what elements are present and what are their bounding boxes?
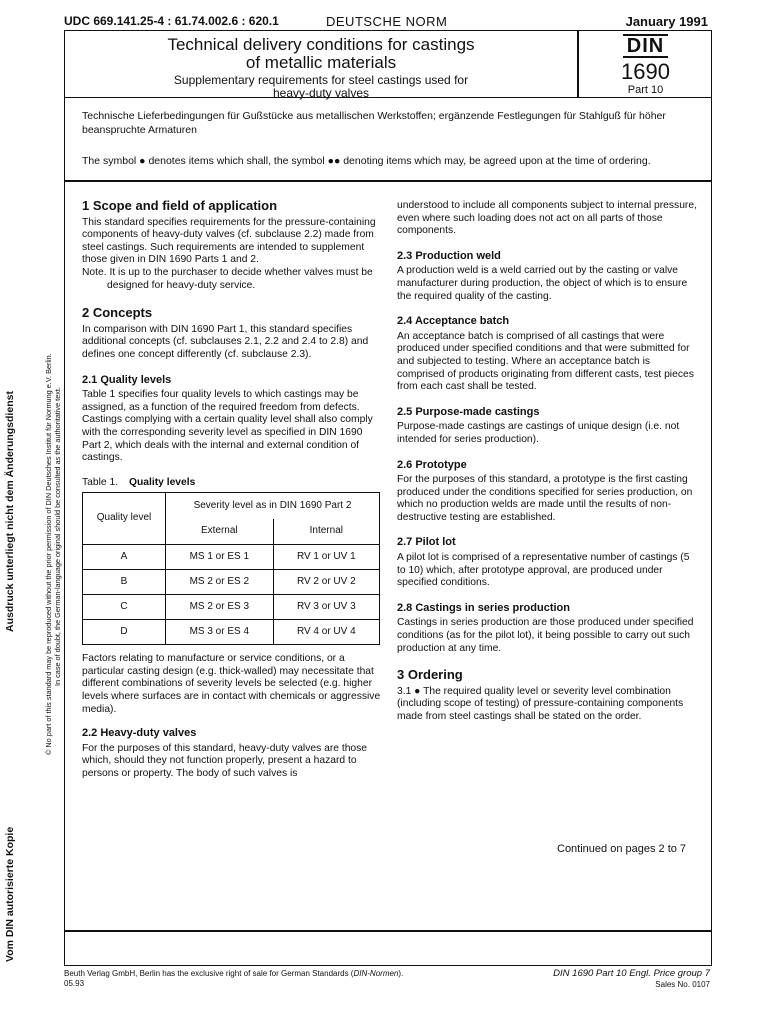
copyright-line-2: In case of doubt, the German-language original should be consulted as the authoritative text. xyxy=(53,387,62,686)
authorized-copy-note: Vom DIN autorisierte Kopie xyxy=(4,826,16,962)
german-title: Technische Lieferbedingungen für Gußstücke aus metallischen Werkstoffen; ergänzende Festlegungen für Stahlguß für höher beanspruchte Armaturen xyxy=(82,110,666,136)
section-2-5-heading: 2.5 Purpose-made castings xyxy=(397,405,540,418)
section-1-note: Note. It is up to the purchaser to decide whether valves must be designed for heavy-duty service. xyxy=(82,266,373,291)
section-3-heading: 3 Ordering xyxy=(397,667,463,683)
internal-cell: RV 4 or UV 4 xyxy=(273,620,379,645)
section-2-1-text: Table 1 specifies four quality levels to which castings may be assigned, as a function of the required freedom from defects. Castings complying with a certain quality level shall also comply with the corresponding severity level as specified in DIN 1690 Part 2, which deals with the internal and external condition of castings. xyxy=(82,389,373,464)
section-2-4-heading: 2.4 Acceptance batch xyxy=(397,315,510,328)
table-row xyxy=(83,620,380,645)
footer-sales: Sales No. 0107 xyxy=(655,980,710,989)
footer-divider xyxy=(64,930,712,932)
quality-level-cell: D xyxy=(83,620,166,645)
din-logo: DIN xyxy=(623,34,668,58)
external-cell: MS 2 or ES 3 xyxy=(166,595,274,620)
footer-code: 05.93 xyxy=(64,979,85,988)
table-row xyxy=(83,570,380,595)
external-cell: MS 1 or ES 1 xyxy=(166,545,274,570)
publisher-text: Beuth Verlag GmbH, Berlin has the exclusive right of sale for German Standards ( xyxy=(64,969,354,978)
title-main-line1: Technical delivery conditions for castings xyxy=(167,35,475,54)
section-2-8-text: Castings in series production are those produced under specified conditions (as for the pilot lot), it being possible to carry out such production at any time. xyxy=(397,617,694,654)
copyright-line-1: © No part of this standard may be reproduced without the prior permission of DIN Deutsches Institut für Normung e.V. Berlin. xyxy=(44,353,53,755)
title-sub-line2: heavy-duty valves xyxy=(272,86,370,100)
section-2-heading: 2 Concepts xyxy=(82,305,153,321)
title-sub-line1: Supplementary requirements for steel castings used for xyxy=(173,73,469,87)
table-row xyxy=(83,545,380,570)
after-table-text: Factors relating to manufacture or service conditions, or a particular casting design (e.g. thick-walled) may necessitate that different combinations of severity levels be selected (e.g. higher levels where surfaces are in contact with chemicals or aggressive media). xyxy=(82,653,381,715)
internal-cell: RV 1 or UV 1 xyxy=(273,545,379,570)
section-2-5-text: Purpose-made castings are castings of unique design (i.e. not intended for series production). xyxy=(397,421,680,445)
udc-code: UDC 669.141.25-4 : 61.74.002.6 : 620.1 xyxy=(64,14,279,28)
din-block xyxy=(579,30,712,98)
quality-level-cell: C xyxy=(83,595,166,620)
section-2-3-text: A production weld is a weld carried out by the casting or valve manufacturer during production, the object of which is to ensure the required quality of the casting. xyxy=(397,265,688,302)
section-3-1-text: 3.1 ● The required quality level or severity level combination (including scope of testing) of pressure-containing components made from steel castings shall be stated on the order. xyxy=(397,685,684,722)
quality-level-cell: B xyxy=(83,570,166,595)
section-2-2-text: For the purposes of this standard, heavy-duty valves are those which, should they not function properly, present a hazard to persons or property. The body of such valves is xyxy=(82,742,368,780)
col-internal: Internal xyxy=(273,519,379,545)
publisher-end: ). xyxy=(398,969,404,978)
quality-level-cell: A xyxy=(83,545,166,570)
footer-ref: DIN 1690 Part 10 Engl. Price group 7 xyxy=(553,968,710,979)
section-2-7-heading: 2.7 Pilot lot xyxy=(397,536,456,549)
section-2-7-text: A pilot lot is comprised of a representative number of castings (5 to 10) which, after prototype approval, are produced under specified conditions. xyxy=(397,552,690,589)
col-severity: Severity level as in DIN 1690 Part 2 xyxy=(166,493,380,519)
footer-reference xyxy=(553,968,710,990)
internal-cell: RV 3 or UV 3 xyxy=(273,595,379,620)
title-main-line2: of metallic materials xyxy=(245,53,397,72)
table-number: Table 1. xyxy=(82,476,119,488)
table-title: Quality levels xyxy=(128,476,196,488)
issue-date: January 1991 xyxy=(625,14,708,29)
section-2-8-heading: 2.8 Castings in series production xyxy=(397,601,570,614)
table-row xyxy=(83,595,380,620)
external-cell: MS 3 or ES 4 xyxy=(166,620,274,645)
section-2-6-heading: 2.6 Prototype xyxy=(397,458,467,471)
internal-cell: RV 2 or UV 2 xyxy=(273,570,379,595)
section-2-1-heading: 2.1 Quality levels xyxy=(82,373,172,386)
footer-publisher xyxy=(64,969,403,989)
quality-table xyxy=(82,492,380,645)
publisher-din-normen: DIN-Normen xyxy=(353,969,399,978)
external-cell: MS 2 or ES 2 xyxy=(166,570,274,595)
table-caption xyxy=(82,477,382,490)
section-1-heading: 1 Scope and field of application xyxy=(82,198,278,213)
ausdruck-note: Ausdruck unterliegt nicht dem Änderungsdienst xyxy=(4,391,16,632)
section-2-2-heading: 2.2 Heavy-duty valves xyxy=(82,727,197,740)
section-2-3-heading: 2.3 Production weld xyxy=(397,249,501,262)
din-part: Part 10 xyxy=(627,84,664,96)
title-block xyxy=(64,30,578,98)
section-1-text: This standard specifies requirements for the pressure-containing components of heavy-duty valves (cf. subclause 2.2) made from steel castings. Such requirements are intended to supplement those given in DIN 1690 Parts 1 and 2. xyxy=(82,216,376,266)
col-quality-level: Quality level xyxy=(83,493,166,545)
din-number: 1690 xyxy=(621,59,670,84)
section-2-6-text: For the purposes of this standard, a prototype is the first casting produced under the conditions specified for series production, on which no production welds are made until the results of non-destructive testing are established. xyxy=(397,474,693,523)
symbol-note: The symbol ● denotes items which shall, the symbol ●● denoting items which may, be agreed upon at the time of ordering. xyxy=(82,155,651,167)
section-2-text: In comparison with DIN 1690 Part 1, this standard specifies additional concepts (cf. subclauses 2.1, 2.2 and 2.4 to 2.8) and defines one concept differently (cf. subclause 2.3). xyxy=(82,323,369,360)
section-2-2-continued: understood to include all components subject to internal pressure, even where such loading does not act on all parts of those components. xyxy=(397,200,697,237)
norm-label: DEUTSCHE NORM xyxy=(326,14,448,29)
col-external: External xyxy=(166,519,274,545)
right-column xyxy=(397,200,697,724)
left-column xyxy=(82,200,382,781)
header-separator xyxy=(64,180,712,182)
continued-note: Continued on pages 2 to 7 xyxy=(557,843,687,855)
section-2-4-text: An acceptance batch is comprised of all castings that were produced under specified conditions and that were submitted for and subjected to testing. Where an acceptance batch is comprised of products originating from different casts, test pieces from each cast shall be tested. xyxy=(397,330,694,393)
